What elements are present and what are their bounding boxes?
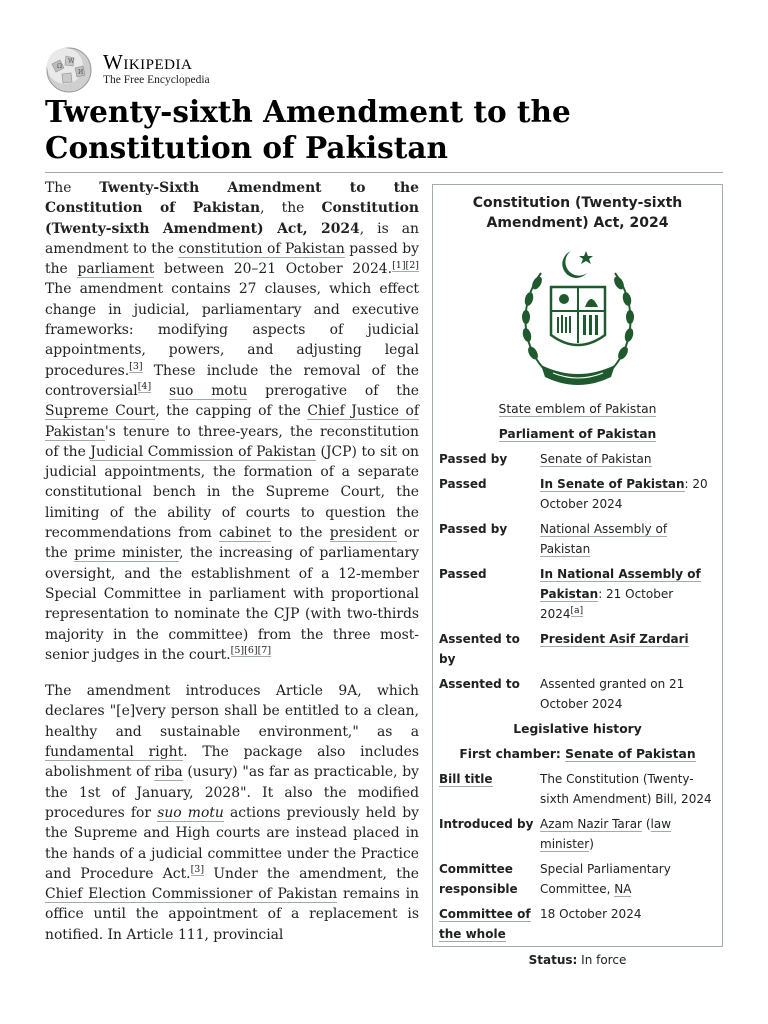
svg-text:W: W bbox=[68, 58, 75, 65]
ref-3[interactable] bbox=[129, 361, 142, 373]
text: 's tenure to three-years, the reconstitution of the bbox=[45, 423, 419, 460]
infobox-row-bill-title bbox=[433, 769, 722, 809]
row-value: The Constitution (Twenty-sixth Amendment) Bill, 2024 bbox=[540, 772, 712, 806]
ref-3b[interactable] bbox=[191, 864, 204, 876]
row-value: Special Parliamentary Committee, bbox=[540, 862, 671, 896]
link-bill-title[interactable]: Bill title bbox=[439, 772, 493, 786]
first-chamber-heading bbox=[433, 744, 722, 764]
link-suo-motu-italic[interactable]: suo motu bbox=[157, 804, 224, 821]
status-label: Status: bbox=[528, 953, 578, 967]
text: Under the amendment, the bbox=[204, 865, 419, 882]
link-suo-motu[interactable]: suo motu bbox=[168, 382, 248, 399]
text: The amendment contains 27 clauses, which effect change in judicial, parliamentary and executive frameworks: modifying aspects of judicial appointments, powers, and adjusting legal procedures. bbox=[45, 281, 419, 379]
text: prerogative of the bbox=[247, 382, 419, 399]
paragraph-intro bbox=[45, 178, 419, 665]
infobox-row-introduced-by bbox=[433, 814, 722, 854]
row-label: Assented to bbox=[439, 677, 520, 691]
text: (JCP) to sit on judicial appointments, the formation of a separate constitutional bench in the Supreme Court, the limiting of the ability of courts to question the recommendations from bbox=[45, 443, 420, 542]
ref-7[interactable] bbox=[258, 645, 271, 657]
text: , the capping of the bbox=[155, 403, 308, 420]
link-chief-justice[interactable]: Chief Justice of Pakistan bbox=[45, 403, 419, 440]
row-label: Committee responsible bbox=[439, 862, 518, 896]
infobox-row-committee-whole bbox=[433, 904, 722, 944]
ref-4[interactable] bbox=[138, 381, 151, 393]
link-supreme-court[interactable]: Supreme Court bbox=[45, 403, 156, 420]
link-law-minister[interactable]: law minister bbox=[540, 817, 672, 851]
infobox-row-passed-senate bbox=[433, 474, 722, 514]
svg-text:И: И bbox=[78, 69, 84, 76]
text: , the increasing of parliamentary oversight, and the establishment of a 12-member Special Committee in parliament with proportional representation to nominate the CJP (with two-thirds majority in the committee) from the three most-senior judges in the court. bbox=[45, 545, 419, 663]
text: . The package also includes abolishment of bbox=[45, 744, 419, 781]
emblem-caption[interactable] bbox=[433, 399, 722, 419]
first-chamber-label: First chamber: bbox=[459, 747, 566, 761]
infobox-row-passed-by-senate bbox=[433, 449, 722, 469]
row-label: Passed bbox=[439, 477, 487, 491]
row-value: Assented granted on 21 October 2024 bbox=[540, 677, 685, 711]
link-president-zardari[interactable]: President Asif Zardari bbox=[540, 632, 689, 646]
text bbox=[151, 383, 169, 399]
link-president[interactable]: president bbox=[329, 525, 397, 542]
bold-term: Constitution (Twenty-sixth Amendment) Act, 2024 bbox=[45, 200, 419, 237]
emblem-caption-link[interactable]: State emblem of Pakistan bbox=[498, 402, 657, 416]
link-election-commissioner[interactable]: Chief Election Commissioner of Pakistan bbox=[45, 886, 338, 903]
link-riba[interactable]: riba bbox=[154, 764, 183, 781]
text: passed by the bbox=[45, 240, 419, 278]
row-label: Passed bbox=[439, 567, 487, 581]
paragraph-second bbox=[45, 681, 419, 945]
ref-link[interactable]: [6] bbox=[244, 645, 258, 657]
infobox-row-assented-to bbox=[433, 674, 722, 714]
row-value: : 21 October 2024 bbox=[540, 587, 674, 621]
row-label: Introduced by bbox=[439, 817, 534, 831]
text: ) bbox=[589, 837, 594, 851]
row-value: 18 October 2024 bbox=[540, 907, 642, 921]
link-prime-minister[interactable]: prime minister bbox=[74, 545, 180, 562]
row-label: Passed by bbox=[439, 522, 508, 536]
title-divider bbox=[45, 172, 723, 173]
ref-link[interactable]: [3] bbox=[190, 864, 205, 876]
link-senate[interactable]: Senate of Pakistan bbox=[540, 452, 652, 466]
site-tagline: The Free Encyclopedia bbox=[103, 74, 210, 86]
link-cabinet[interactable]: cabinet bbox=[219, 525, 272, 542]
wikipedia-globe-icon[interactable] bbox=[44, 46, 94, 94]
legislature-heading bbox=[433, 424, 722, 444]
text: (usury) "as far as practicable, by the 1st of January, 2028". It also the modified procedures for bbox=[45, 764, 419, 821]
link-na[interactable]: NA bbox=[614, 882, 632, 896]
ref-6[interactable] bbox=[244, 645, 257, 657]
page-title: Twenty-sixth Amendment to the Constitution of Pakistan bbox=[45, 94, 571, 165]
ref-link[interactable]: [1] bbox=[392, 259, 406, 271]
link-fundamental-right[interactable]: fundamental right bbox=[45, 744, 184, 761]
text: or the bbox=[45, 525, 419, 562]
site-wordmark[interactable]: Wikipedia bbox=[103, 50, 193, 74]
status-value: In force bbox=[577, 953, 627, 967]
pakistan-emblem-icon[interactable] bbox=[513, 243, 643, 393]
row-label: Assented to by bbox=[439, 632, 520, 666]
link-first-chamber-senate[interactable]: Senate of Pakistan bbox=[565, 747, 696, 761]
link-in-senate[interactable]: In Senate of Pakistan bbox=[540, 477, 685, 491]
note-a-link[interactable]: [a] bbox=[570, 606, 584, 616]
link-in-national-assembly[interactable]: In National Assembly of Pakistan bbox=[540, 567, 701, 601]
legislative-history-heading: Legislative history bbox=[513, 722, 642, 736]
ref-link[interactable]: [5] bbox=[230, 645, 245, 657]
site-brand[interactable] bbox=[103, 51, 210, 86]
status-line bbox=[433, 950, 722, 970]
ref-2[interactable] bbox=[406, 260, 419, 272]
link-national-assembly[interactable]: National Assembly of Pakistan bbox=[540, 522, 668, 556]
link-parliament[interactable]: parliament bbox=[77, 261, 155, 278]
text: ( bbox=[642, 817, 651, 831]
link-committee-of-the-whole[interactable]: Committee of the whole bbox=[439, 907, 531, 941]
text: actions previously held by the Supreme and High courts are instead placed in the hands of a judicial committee under the Practice and Procedure Act. bbox=[45, 804, 419, 882]
ref-5[interactable] bbox=[231, 645, 244, 657]
infobox-title: Constitution (Twenty-sixth Amendment) Act, 2024 bbox=[472, 195, 683, 231]
row-value: : 20 October 2024 bbox=[540, 477, 708, 511]
text: The bbox=[45, 180, 100, 196]
infobox bbox=[432, 184, 723, 967]
link-constitution[interactable]: constitution of Pakistan bbox=[178, 240, 345, 257]
infobox-row-assented-by bbox=[433, 629, 722, 669]
ref-link[interactable]: [7] bbox=[257, 645, 272, 657]
infobox-row-passed-assembly bbox=[433, 564, 722, 624]
infobox-row-passed-by-assembly bbox=[433, 519, 722, 559]
text: to the bbox=[271, 525, 330, 542]
link-parliament-of-pakistan[interactable]: Parliament of Pakistan bbox=[498, 427, 657, 441]
row-label: Passed by bbox=[439, 452, 508, 466]
link-azam-nazir-tarar[interactable]: Azam Nazir Tarar bbox=[540, 817, 642, 831]
text: These include the removal of the controversial bbox=[45, 362, 419, 399]
article-body bbox=[45, 178, 419, 961]
text: remains in office until the appointment of a replacement is notified. In Article 111, provincial bbox=[45, 886, 419, 943]
ref-link[interactable]: [3] bbox=[129, 361, 143, 373]
text: , the bbox=[260, 200, 322, 217]
bold-term: Twenty-Sixth Amendment to the Constitution of Pakistan bbox=[45, 180, 419, 217]
text: , is an amendment to the bbox=[45, 220, 419, 257]
ref-1[interactable] bbox=[392, 260, 405, 272]
svg-text:Ω: Ω bbox=[57, 63, 62, 70]
ref-link[interactable]: [2] bbox=[405, 259, 419, 271]
ref-link[interactable]: [4] bbox=[137, 381, 152, 393]
text: The amendment introduces Article 9A, which declares "[e]very person shall be entitled to a clean, healthy and sustainable environment," as a bbox=[45, 683, 419, 740]
link-judicial-commission[interactable]: Judicial Commission of Pakistan bbox=[90, 443, 316, 460]
text: between 20–21 October 2024. bbox=[154, 261, 393, 278]
infobox-row-committee-responsible bbox=[433, 859, 722, 899]
